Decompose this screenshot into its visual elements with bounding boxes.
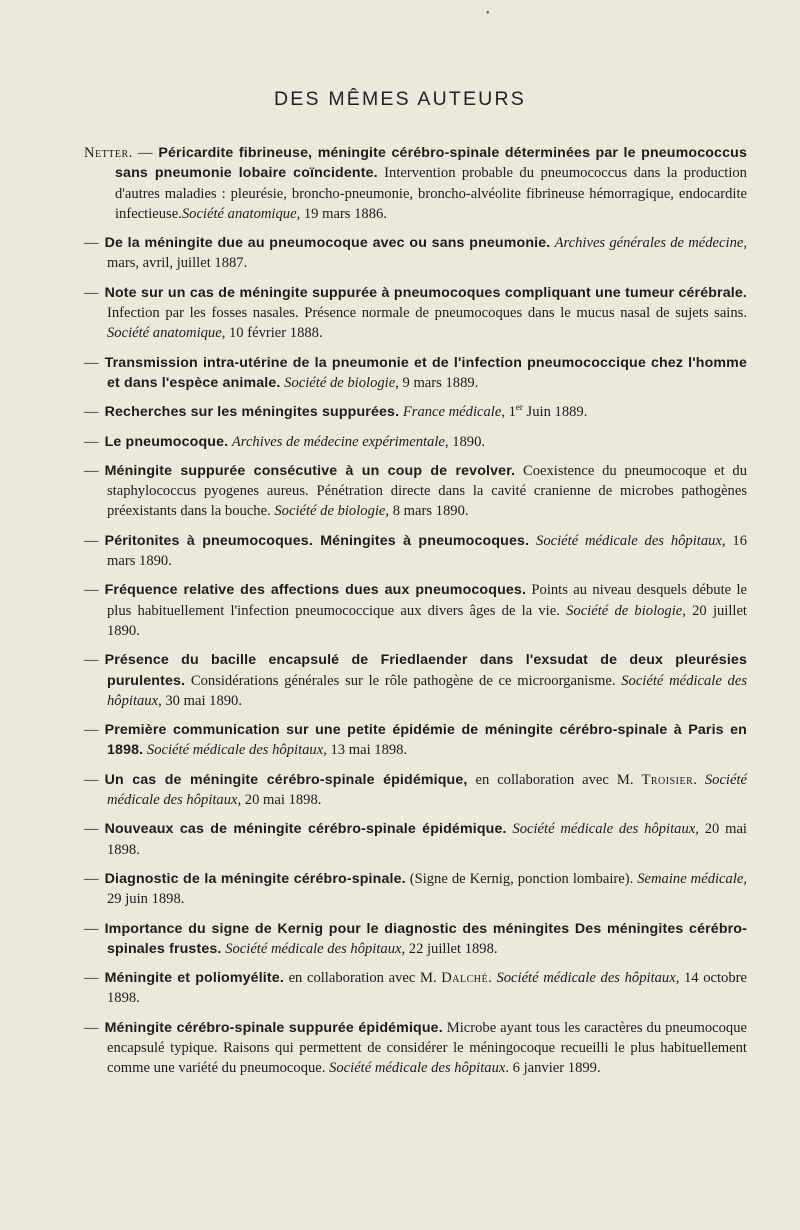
dash: — bbox=[84, 354, 99, 371]
collaborator-name: Troisier bbox=[641, 771, 694, 788]
entry-text: Points au niveau desquels débute le plus habituellement l'infection pneumococcique aux divers âges de la vie. bbox=[107, 582, 747, 619]
bibliography-entry bbox=[84, 353, 747, 394]
collaborator-name: Dalché bbox=[441, 970, 489, 987]
bibliography-entry bbox=[84, 650, 747, 711]
entry-text: (Signe de Kernig, ponction lombaire). bbox=[405, 870, 638, 887]
entry-date-rest: Juin 1889. bbox=[522, 404, 588, 421]
entry-date: , 20 juillet 1890. bbox=[107, 602, 747, 639]
entry-text: Intervention probable du pneumococcus dans la production d'autres maladies : pleurésie, broncho-pneumonie, broncho-alvéolite fibrineuse hémorragique, endocardite infectieuse. bbox=[115, 165, 747, 222]
entry-date: , 14 octobre 1898. bbox=[107, 970, 747, 1007]
entry-date: , 9 mars 1889. bbox=[395, 374, 479, 391]
entry-title: De la méningite due au pneumocoque avec ou sans pneumonie. bbox=[104, 235, 551, 252]
entry-source: Société de biologie bbox=[274, 503, 386, 520]
entry-title: Recherches sur les méningites suppurées. bbox=[104, 404, 400, 421]
entry-date: , 20 mai 1898. bbox=[237, 792, 322, 809]
entry-source: Société médicale des hôpitaux bbox=[107, 771, 747, 809]
dash: — bbox=[84, 532, 99, 549]
entry-date: , 22 juillet 1898. bbox=[401, 940, 498, 957]
entry-source: France médicale bbox=[402, 404, 502, 421]
entry-title: Le pneumocoque. bbox=[104, 433, 229, 450]
bibliography-entry bbox=[84, 402, 747, 422]
entry-source: Semaine médicale bbox=[637, 870, 744, 887]
entry-source: Société de biologie bbox=[284, 374, 396, 391]
entry-title: Transmission intra-utérine de la pneumonie et de l'infection pneumococcique chez l'homme et dans l'espèce animale. bbox=[104, 354, 747, 391]
dash: — bbox=[84, 771, 99, 788]
bibliography-entry bbox=[84, 233, 747, 274]
bibliography-entry bbox=[84, 580, 747, 641]
dash: — bbox=[84, 1019, 99, 1036]
entry-source: Société médicale des hôpitaux bbox=[225, 940, 402, 957]
entry-title: Péricardite fibrineuse, méningite cérébro-spinale déterminées par le pneumococcus sans pneumonie lobaire coïncidente. bbox=[115, 145, 747, 182]
entry-source: Société médicale des hôpitaux bbox=[107, 672, 747, 709]
entry-date: , 1890. bbox=[444, 433, 486, 450]
dash: — bbox=[84, 235, 99, 252]
entry-date: , 29 juin 1898. bbox=[107, 870, 748, 908]
author-name: Netter. bbox=[84, 145, 133, 161]
entry-date: , 30 mai 1890. bbox=[158, 692, 242, 709]
entry-source: Société médicale des hôpitaux bbox=[512, 821, 696, 838]
bibliography-entry bbox=[84, 432, 747, 452]
entry-source: Archives générales de médecine bbox=[554, 235, 744, 252]
entry-title: Note sur un cas de méningite suppurée à pneumocoques compliquant une tumeur cérébrale. bbox=[104, 284, 747, 301]
entry-date: , 19 mars 1886. bbox=[296, 205, 387, 222]
dash: — bbox=[84, 920, 99, 937]
entry-date: , 20 mai 1898. bbox=[107, 821, 747, 858]
entry-text: Microbe ayant tous les caractères du pneumocoque encapsulé typique. Raisons qui permettent de considérer le méningocoque recueilli le plus habituellement comme une variété du pneumocoque. bbox=[107, 1019, 747, 1077]
entry-title: Présence du bacille encapsulé de Friedlaender dans l'exsudat de deux pleurésies purulentes. bbox=[104, 652, 747, 689]
entry-title: Diagnostic de la méningite cérébro-spinale. bbox=[104, 870, 406, 887]
bibliography-entry bbox=[84, 770, 747, 811]
entry-date: , 10 février 1888. bbox=[221, 325, 323, 342]
entry-title: Un cas de méningite cérébro-spinale épidémique, bbox=[104, 771, 468, 788]
bibliography-entry bbox=[84, 720, 747, 761]
entry-date: , 8 mars 1890. bbox=[385, 503, 469, 520]
entry-text: Coexistence du pneumocoque et du staphylococcus pyogenes aureus. Pénétration directe dans la cavité cranienne de microbes pathogènes préexistants dans la bouche. bbox=[107, 462, 747, 520]
dash: — bbox=[84, 821, 99, 838]
entry-title: Fréquence relative des affections dues aux pneumocoques. bbox=[104, 582, 527, 599]
dash: — bbox=[84, 462, 99, 479]
entry-text-2: . bbox=[693, 771, 705, 788]
entry-title: Nouveaux cas de méningite cérébro-spinale épidémique. bbox=[104, 821, 507, 838]
entry-title: Méningite et poliomyélite. bbox=[104, 970, 284, 987]
dash: — bbox=[84, 870, 99, 887]
entry-title: Péritonites à pneumocoques. Méningites à pneumocoques. bbox=[104, 532, 530, 549]
entry-date: , 13 mai 1898. bbox=[323, 742, 408, 759]
entry-title: Méningite cérébro-spinale suppurée épidémique. bbox=[104, 1019, 443, 1036]
entry-title: Première communication sur une petite épidémie de méningite cérébro-spinale à Paris en 1898. bbox=[104, 722, 747, 759]
entry-source: Société de biologie bbox=[566, 602, 683, 619]
entry-date: , 16 mars 1890. bbox=[107, 532, 748, 570]
entry-date-sup: er bbox=[515, 402, 523, 413]
entry-source: Archives de médecine expérimentale bbox=[231, 433, 445, 450]
entry-date: , mars, avril, juillet 1887. bbox=[107, 235, 748, 272]
bibliography-list bbox=[0, 143, 800, 1088]
bibliography-entry bbox=[84, 869, 747, 910]
entry-title: Importance du signe de Kernig pour le diagnostic des méningites Des méningites cérébro-spinales frustes. bbox=[104, 920, 747, 957]
page-heading: DES MÊMES AUTEURS bbox=[274, 88, 526, 110]
bibliography-entry bbox=[84, 461, 747, 522]
entry-date: . 6 janvier 1899. bbox=[505, 1060, 601, 1077]
entry-text: en collaboration avec M. bbox=[283, 970, 442, 987]
entry-text: Infection par les fosses nasales. Présence normale de pneumocoques dans le mucus nasal de sujets sains. bbox=[107, 305, 747, 322]
entry-date: , 1 bbox=[501, 404, 516, 421]
entry-text: en collaboration avec M. bbox=[467, 771, 642, 788]
entry-source: Société anatomique bbox=[107, 325, 222, 342]
dash: — bbox=[137, 145, 153, 161]
dash: — bbox=[84, 284, 99, 301]
bibliography-entry bbox=[84, 283, 747, 344]
bibliography-entry bbox=[84, 819, 747, 860]
page-mark: • bbox=[486, 8, 490, 19]
bibliography-entry bbox=[84, 143, 747, 224]
entry-text bbox=[529, 533, 536, 549]
entry-text-2: . bbox=[488, 970, 497, 987]
entry-source: Société médicale des hôpitaux bbox=[536, 532, 722, 549]
entry-source: Société médicale des hôpitaux bbox=[496, 970, 676, 987]
entry-source: Société médicale des hôpitaux bbox=[146, 742, 324, 759]
dash: — bbox=[84, 652, 99, 669]
dash: — bbox=[84, 582, 99, 599]
entry-text: Considérations générales sur le rôle pathogène de ce microorganisme. bbox=[185, 672, 622, 689]
dash: — bbox=[84, 722, 99, 739]
dash: — bbox=[84, 970, 99, 987]
dash: — bbox=[84, 404, 99, 421]
bibliography-entry bbox=[84, 1018, 747, 1079]
dash: — bbox=[84, 433, 99, 450]
entry-title: Méningite suppurée consécutive à un coup de revolver. bbox=[104, 462, 516, 479]
entry-source: Société médicale des hôpitaux bbox=[329, 1060, 506, 1077]
entry-source: Société anatomique bbox=[181, 205, 297, 222]
bibliography-entry bbox=[84, 531, 747, 572]
bibliography-entry bbox=[84, 968, 747, 1009]
bibliography-entry bbox=[84, 919, 747, 960]
